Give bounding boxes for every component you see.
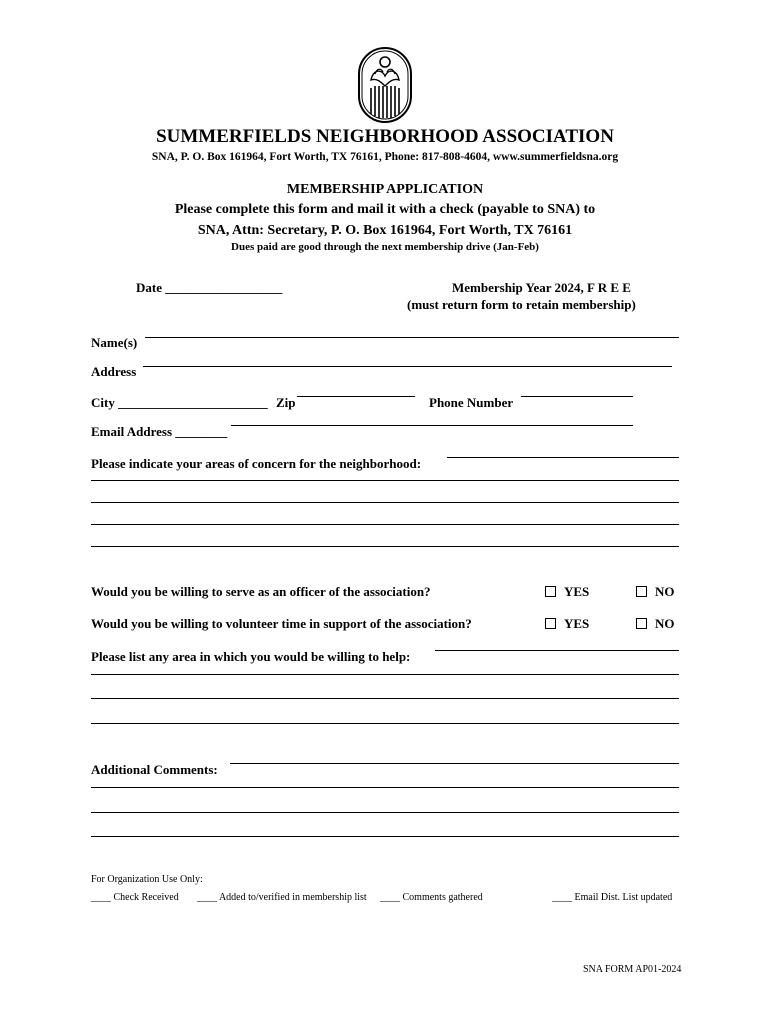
names-field[interactable] [145, 337, 679, 338]
officer-no-label: NO [655, 584, 675, 599]
phone-field[interactable] [521, 396, 633, 397]
officer-yes-checkbox[interactable] [545, 586, 556, 597]
officer-no-checkbox[interactable] [636, 586, 647, 597]
help-line[interactable] [91, 698, 679, 699]
city-label[interactable]: City _______________________ [91, 395, 268, 410]
volunteer-yes-label: YES [564, 616, 590, 631]
form-id: SNA FORM AP01-2024 [583, 964, 682, 975]
officer-yes-label: YES [564, 584, 590, 599]
email-list-item: ____ Email Dist. List updated [552, 892, 673, 903]
names-label: Name(s) [91, 335, 138, 350]
comments-field[interactable] [230, 763, 679, 764]
email-field[interactable] [231, 425, 633, 426]
membership-note: (must return form to retain membership) [407, 297, 636, 312]
membership-year: Membership Year 2024, F R E E [452, 280, 631, 295]
concerns-line[interactable] [91, 480, 679, 481]
address-label: Address [91, 364, 137, 379]
help-field[interactable] [435, 650, 679, 651]
office-use-heading: For Organization Use Only: [91, 874, 203, 885]
instructions-line1: Please complete this form and mail it with a check (payable to SNA) to [174, 202, 596, 217]
officer-question: Would you be willing to serve as an officer of the association? [91, 584, 431, 599]
concerns-line[interactable] [91, 546, 679, 547]
org-contact: SNA, P. O. Box 161964, Fort Worth, TX 76161, Phone: 817-808-4604, www.summerfieldsna.org [151, 151, 619, 163]
email-label[interactable]: Email Address ________ [91, 424, 228, 439]
help-line[interactable] [91, 674, 679, 675]
comments-line[interactable] [91, 787, 679, 788]
concerns-label: Please indicate your areas of concern for the neighborhood: [91, 456, 422, 471]
comments-gathered-item: ____ Comments gathered [380, 892, 483, 903]
help-label: Please list any area in which you would be willing to help: [91, 649, 411, 664]
help-line[interactable] [91, 723, 679, 724]
concerns-field[interactable] [447, 457, 679, 458]
added-to-list-item: ____ Added to/verified in membership list [197, 892, 367, 903]
volunteer-no-label: NO [655, 616, 675, 631]
zip-label: Zip [276, 395, 296, 410]
comments-line[interactable] [91, 836, 679, 837]
comments-line[interactable] [91, 812, 679, 813]
form-title: MEMBERSHIP APPLICATION [286, 182, 484, 197]
dues-note: Dues paid are good through the next membership drive (Jan-Feb) [231, 241, 539, 253]
address-field[interactable] [143, 366, 672, 367]
volunteer-yes-checkbox[interactable] [545, 618, 556, 629]
concerns-line[interactable] [91, 502, 679, 503]
phone-label: Phone Number [429, 395, 514, 410]
check-received-item: ____ Check Received [91, 892, 179, 903]
comments-label: Additional Comments: [91, 762, 218, 777]
zip-field[interactable] [297, 396, 415, 397]
org-name: SUMMERFIELDS NEIGHBORHOOD ASSOCIATION [156, 126, 614, 147]
sna-logo [357, 46, 413, 124]
date-label[interactable]: Date __________________ [136, 280, 283, 295]
concerns-line[interactable] [91, 524, 679, 525]
volunteer-no-checkbox[interactable] [636, 618, 647, 629]
volunteer-question: Would you be willing to volunteer time in support of the association? [91, 616, 472, 631]
sna-logo-icon [357, 46, 413, 124]
instructions-line2: SNA, Attn: Secretary, P. O. Box 161964, Fort Worth, TX 76161 [197, 223, 573, 238]
